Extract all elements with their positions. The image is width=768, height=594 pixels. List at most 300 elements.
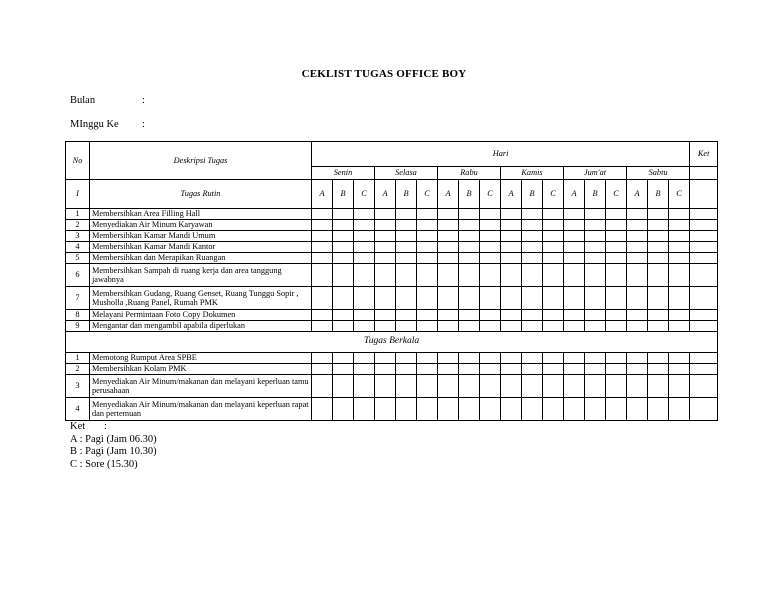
check-cell[interactable] [543,209,564,220]
check-cell[interactable] [585,353,606,364]
check-cell[interactable] [564,310,585,321]
check-cell[interactable] [438,264,459,287]
check-cell[interactable] [333,253,354,264]
shift-header: C [417,180,438,209]
check-cell[interactable] [312,398,333,421]
check-cell[interactable] [396,220,417,231]
check-cell[interactable] [585,220,606,231]
row-number: 8 [66,310,90,321]
check-cell[interactable] [312,375,333,398]
table-row [66,375,718,398]
shift-header: B [333,180,354,209]
shift-header: A [564,180,585,209]
check-cell[interactable] [312,353,333,364]
check-cell[interactable] [480,242,501,253]
check-cell[interactable] [354,231,375,242]
check-cell[interactable] [522,398,543,421]
legend-item-c: C : Sore (15.30) [70,458,138,470]
legend [70,421,157,471]
check-cell[interactable] [501,398,522,421]
check-cell[interactable] [459,310,480,321]
ket-cell[interactable] [690,242,718,253]
check-cell[interactable] [522,242,543,253]
check-cell[interactable] [669,364,690,375]
check-cell[interactable] [648,231,669,242]
check-cell[interactable] [648,242,669,253]
check-cell[interactable] [480,375,501,398]
check-cell[interactable] [375,321,396,332]
check-cell[interactable] [396,231,417,242]
ket-cell[interactable] [690,264,718,287]
check-cell[interactable] [333,398,354,421]
check-cell[interactable] [480,287,501,310]
shift-header: B [585,180,606,209]
check-cell[interactable] [627,220,648,231]
check-cell[interactable] [606,287,627,310]
shift-header: A [438,180,459,209]
check-cell[interactable] [375,353,396,364]
check-cell[interactable] [417,220,438,231]
task-description: Memotong Rumput Area SPBE [90,353,312,364]
check-cell[interactable] [312,321,333,332]
check-cell[interactable] [669,310,690,321]
shift-header: A [501,180,522,209]
check-cell[interactable] [438,253,459,264]
check-cell[interactable] [333,220,354,231]
row-number: 5 [66,253,90,264]
check-cell[interactable] [522,375,543,398]
check-cell[interactable] [669,253,690,264]
check-cell[interactable] [354,310,375,321]
check-cell[interactable] [459,209,480,220]
ket-cell[interactable] [690,231,718,242]
check-cell[interactable] [669,220,690,231]
check-cell[interactable] [606,375,627,398]
check-cell[interactable] [627,310,648,321]
description-header: Deskripsi Tugas [90,142,312,180]
check-cell[interactable] [480,364,501,375]
check-cell[interactable] [438,364,459,375]
ket-cell [690,180,718,209]
check-cell[interactable] [564,353,585,364]
check-cell[interactable] [417,310,438,321]
check-cell[interactable] [480,264,501,287]
shift-header: C [606,180,627,209]
check-cell[interactable] [354,242,375,253]
row-number: 3 [66,375,90,398]
check-cell[interactable] [543,364,564,375]
check-cell[interactable] [459,375,480,398]
section-number: I [66,180,90,209]
check-cell[interactable] [522,287,543,310]
check-cell[interactable] [501,253,522,264]
check-cell[interactable] [543,321,564,332]
check-cell[interactable] [606,264,627,287]
table-row [66,231,718,242]
check-cell[interactable] [375,375,396,398]
check-cell[interactable] [648,310,669,321]
check-cell[interactable] [417,353,438,364]
check-cell[interactable] [585,310,606,321]
check-cell[interactable] [522,353,543,364]
check-cell[interactable] [648,364,669,375]
shift-header: C [543,180,564,209]
check-cell[interactable] [501,353,522,364]
check-cell[interactable] [417,264,438,287]
check-cell[interactable] [459,242,480,253]
check-cell[interactable] [480,220,501,231]
check-cell[interactable] [438,287,459,310]
legend-header [70,421,157,434]
day-header: Sabtu [627,167,690,180]
check-cell[interactable] [417,321,438,332]
check-cell[interactable] [543,264,564,287]
check-cell[interactable] [648,253,669,264]
check-cell[interactable] [312,287,333,310]
check-cell[interactable] [417,398,438,421]
check-cell[interactable] [564,321,585,332]
check-cell[interactable] [564,209,585,220]
check-cell[interactable] [354,209,375,220]
check-cell[interactable] [564,264,585,287]
check-cell[interactable] [585,321,606,332]
table-row [66,321,718,332]
check-cell[interactable] [543,231,564,242]
check-cell[interactable] [438,242,459,253]
check-cell[interactable] [396,321,417,332]
check-cell[interactable] [501,220,522,231]
check-cell[interactable] [669,321,690,332]
check-cell[interactable] [564,220,585,231]
check-cell[interactable] [459,398,480,421]
check-cell[interactable] [606,220,627,231]
check-cell[interactable] [396,353,417,364]
check-cell[interactable] [522,321,543,332]
check-cell[interactable] [585,253,606,264]
check-cell[interactable] [333,310,354,321]
check-cell[interactable] [627,264,648,287]
check-cell[interactable] [585,364,606,375]
check-cell[interactable] [606,310,627,321]
check-cell[interactable] [438,220,459,231]
check-cell[interactable] [417,287,438,310]
section-rutin-row [66,180,718,209]
check-cell[interactable] [585,231,606,242]
task-description: Melayani Permintaan Foto Copy Dokumen [90,310,312,321]
check-cell[interactable] [312,310,333,321]
check-cell[interactable] [438,375,459,398]
check-cell[interactable] [669,209,690,220]
check-cell[interactable] [480,321,501,332]
ket-cell[interactable] [690,375,718,398]
check-cell[interactable] [396,264,417,287]
check-cell[interactable] [564,364,585,375]
check-cell[interactable] [627,364,648,375]
check-cell[interactable] [648,220,669,231]
check-cell[interactable] [543,253,564,264]
row-number: 6 [66,264,90,287]
check-cell[interactable] [501,287,522,310]
table-row [66,398,718,421]
check-cell[interactable] [396,209,417,220]
check-cell[interactable] [354,253,375,264]
check-cell[interactable] [438,231,459,242]
check-cell[interactable] [669,353,690,364]
check-cell[interactable] [627,231,648,242]
check-cell[interactable] [375,231,396,242]
check-cell[interactable] [627,353,648,364]
check-cell[interactable] [606,321,627,332]
check-cell[interactable] [606,231,627,242]
section-berkala-title: Tugas Berkala [66,332,718,353]
check-cell[interactable] [501,242,522,253]
check-cell[interactable] [522,220,543,231]
check-cell[interactable] [396,242,417,253]
check-cell[interactable] [480,253,501,264]
check-cell[interactable] [438,321,459,332]
check-cell[interactable] [522,364,543,375]
check-cell[interactable] [648,398,669,421]
check-cell[interactable] [396,310,417,321]
check-cell[interactable] [375,209,396,220]
check-cell[interactable] [606,353,627,364]
check-cell[interactable] [459,364,480,375]
check-cell[interactable] [312,242,333,253]
check-cell[interactable] [480,310,501,321]
check-cell[interactable] [375,364,396,375]
check-cell[interactable] [501,231,522,242]
check-cell[interactable] [522,231,543,242]
task-description: Membersihkan Kamar Mandi Umum [90,231,312,242]
check-cell[interactable] [459,253,480,264]
shift-header: C [480,180,501,209]
check-cell[interactable] [396,375,417,398]
check-cell[interactable] [417,209,438,220]
task-description: Membersihkan Gudang, Ruang Genset, Ruang Tunggu Sopir , Musholla ,Ruang Panel, Rumah PMK [90,287,312,310]
check-cell[interactable] [459,353,480,364]
check-cell[interactable] [480,353,501,364]
check-cell[interactable] [543,398,564,421]
check-cell[interactable] [333,209,354,220]
check-cell[interactable] [333,287,354,310]
check-cell[interactable] [648,321,669,332]
shift-header: A [627,180,648,209]
check-cell[interactable] [648,209,669,220]
check-cell[interactable] [354,375,375,398]
check-cell[interactable] [396,364,417,375]
task-description: Membersihkan Kamar Mandi Kantor [90,242,312,253]
check-cell[interactable] [543,287,564,310]
check-cell[interactable] [522,209,543,220]
check-cell[interactable] [564,242,585,253]
check-cell[interactable] [375,253,396,264]
check-cell[interactable] [543,353,564,364]
check-cell[interactable] [501,310,522,321]
check-cell[interactable] [669,231,690,242]
check-cell[interactable] [648,353,669,364]
check-cell[interactable] [501,375,522,398]
check-cell[interactable] [522,310,543,321]
check-cell[interactable] [375,220,396,231]
shift-header: A [312,180,333,209]
check-cell[interactable] [585,375,606,398]
check-cell[interactable] [417,364,438,375]
header-row [66,142,718,167]
check-cell[interactable] [480,231,501,242]
check-cell[interactable] [564,253,585,264]
check-cell[interactable] [333,264,354,287]
check-cell[interactable] [606,398,627,421]
check-cell[interactable] [606,364,627,375]
check-cell[interactable] [375,310,396,321]
check-cell[interactable] [333,375,354,398]
row-number: 1 [66,209,90,220]
check-cell[interactable] [543,220,564,231]
task-description: Mengantar dan mengambil apabila diperlukan [90,321,312,332]
check-cell[interactable] [501,209,522,220]
check-cell[interactable] [375,398,396,421]
check-cell[interactable] [669,287,690,310]
hari-header: Hari [312,142,690,167]
ket-cell[interactable] [690,287,718,310]
check-cell[interactable] [459,231,480,242]
check-cell[interactable] [354,220,375,231]
check-cell[interactable] [417,375,438,398]
check-cell[interactable] [312,253,333,264]
check-cell[interactable] [396,398,417,421]
check-cell[interactable] [333,242,354,253]
shift-header: B [522,180,543,209]
check-cell[interactable] [333,231,354,242]
shift-header: B [396,180,417,209]
check-cell[interactable] [564,375,585,398]
ket-cell[interactable] [690,321,718,332]
check-cell[interactable] [669,264,690,287]
check-cell[interactable] [648,264,669,287]
ket-cell[interactable] [690,353,718,364]
check-cell[interactable] [417,253,438,264]
check-cell[interactable] [438,209,459,220]
check-cell[interactable] [648,375,669,398]
table-row [66,310,718,321]
bulan-label: Bulan [70,95,96,106]
ket-cell[interactable] [690,398,718,421]
task-description: Membersihkan dan Merapikan Ruangan [90,253,312,264]
check-cell[interactable] [627,287,648,310]
section-title: Tugas Rutin [90,180,312,209]
check-cell[interactable] [585,209,606,220]
ket-cell[interactable] [690,364,718,375]
check-cell[interactable] [312,364,333,375]
table-row [66,353,718,364]
check-cell[interactable] [354,264,375,287]
check-cell[interactable] [459,264,480,287]
check-cell[interactable] [354,353,375,364]
check-cell[interactable] [669,375,690,398]
check-cell[interactable] [627,375,648,398]
check-cell[interactable] [627,321,648,332]
check-cell[interactable] [480,398,501,421]
check-cell[interactable] [375,242,396,253]
ket-cell[interactable] [690,253,718,264]
check-cell[interactable] [585,287,606,310]
table-row [66,209,718,220]
ket-cell[interactable] [690,310,718,321]
check-cell[interactable] [669,398,690,421]
check-cell[interactable] [585,398,606,421]
check-cell[interactable] [627,242,648,253]
check-cell[interactable] [459,220,480,231]
check-cell[interactable] [585,242,606,253]
check-cell[interactable] [375,287,396,310]
check-cell[interactable] [333,321,354,332]
check-cell[interactable] [480,209,501,220]
check-cell[interactable] [669,242,690,253]
check-cell[interactable] [417,242,438,253]
check-cell[interactable] [585,264,606,287]
check-cell[interactable] [354,287,375,310]
check-cell[interactable] [375,264,396,287]
check-cell[interactable] [648,287,669,310]
check-cell[interactable] [312,264,333,287]
check-cell[interactable] [606,242,627,253]
check-cell[interactable] [396,287,417,310]
row-number: 2 [66,364,90,375]
shift-header: B [648,180,669,209]
check-cell[interactable] [627,398,648,421]
check-cell[interactable] [312,209,333,220]
check-cell[interactable] [333,353,354,364]
check-cell[interactable] [354,364,375,375]
no-header: No [66,142,90,180]
check-cell[interactable] [312,231,333,242]
check-cell[interactable] [354,321,375,332]
check-cell[interactable] [459,321,480,332]
check-cell[interactable] [627,209,648,220]
check-cell[interactable] [543,375,564,398]
ket-cell[interactable] [690,220,718,231]
row-number: 7 [66,287,90,310]
legend-colon: : [104,421,107,432]
check-cell[interactable] [543,242,564,253]
check-cell[interactable] [438,353,459,364]
day-header: Selasa [375,167,438,180]
ket-cell[interactable] [690,209,718,220]
check-cell[interactable] [438,310,459,321]
check-cell[interactable] [333,364,354,375]
check-cell[interactable] [564,231,585,242]
check-cell[interactable] [627,253,648,264]
check-cell[interactable] [606,209,627,220]
check-cell[interactable] [438,398,459,421]
check-cell[interactable] [501,364,522,375]
check-cell[interactable] [564,398,585,421]
check-cell[interactable] [543,310,564,321]
check-cell[interactable] [354,398,375,421]
check-cell[interactable] [312,220,333,231]
minggu-row [70,119,145,130]
check-cell[interactable] [501,321,522,332]
check-cell[interactable] [522,253,543,264]
check-cell[interactable] [501,264,522,287]
check-cell[interactable] [564,287,585,310]
check-cell[interactable] [522,264,543,287]
check-cell[interactable] [417,231,438,242]
check-cell[interactable] [396,253,417,264]
row-number: 2 [66,220,90,231]
check-cell[interactable] [459,287,480,310]
check-cell[interactable] [606,253,627,264]
